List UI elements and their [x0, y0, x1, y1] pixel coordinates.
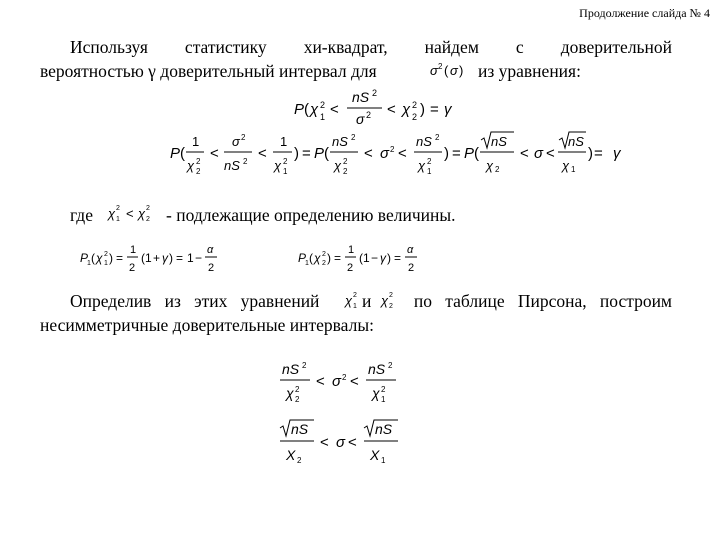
svg-text:2: 2 [283, 157, 288, 166]
svg-text:2: 2 [389, 303, 393, 310]
svg-text:2: 2 [295, 395, 300, 404]
formula-std-interval [276, 416, 406, 468]
svg-text:2: 2 [438, 62, 443, 71]
paragraph-3-line-1-a: Определив из этих уравнений [70, 291, 320, 311]
svg-text:2: 2 [343, 167, 348, 176]
svg-text:2: 2 [388, 361, 393, 370]
svg-text:=: = [394, 251, 402, 265]
svg-text:2: 2 [196, 167, 201, 176]
svg-text:(1: (1 [141, 251, 152, 265]
svg-text:χ: χ [286, 385, 294, 401]
svg-text:nS: nS [368, 361, 386, 377]
svg-text:P: P [464, 145, 475, 162]
svg-text:2: 2 [495, 165, 500, 174]
svg-text:<: < [546, 145, 555, 162]
svg-text:<: < [520, 145, 529, 162]
paragraph-1-line-1 [70, 36, 672, 58]
svg-text:nS: nS [491, 134, 507, 149]
svg-text:P: P [294, 101, 305, 118]
svg-text:2: 2 [104, 251, 108, 258]
svg-text:2: 2 [412, 112, 418, 122]
paragraph-1-line-2-b: из уравнения: [478, 61, 581, 81]
svg-text:−: − [195, 251, 203, 265]
svg-text:σ: σ [380, 145, 390, 162]
inline-formula-chi2-squared [379, 288, 399, 312]
svg-text:(: ( [474, 145, 479, 162]
svg-text:1: 1 [348, 244, 355, 256]
svg-text:χ: χ [138, 206, 146, 221]
svg-text:(: ( [324, 145, 329, 162]
svg-text:P: P [298, 251, 307, 265]
svg-text:): ) [588, 145, 593, 162]
svg-text:σ: σ [534, 145, 544, 162]
svg-text:2: 2 [196, 157, 201, 166]
svg-text:): ) [444, 145, 449, 162]
paragraph-2-lead: где [70, 205, 93, 225]
svg-text:2: 2 [146, 216, 150, 223]
svg-text:=: = [116, 251, 124, 265]
svg-text:2: 2 [390, 145, 395, 154]
svg-text:χ: χ [310, 101, 319, 118]
svg-text:γ: γ [380, 251, 386, 265]
svg-text:1: 1 [320, 112, 326, 122]
svg-text:χ: χ [402, 101, 411, 118]
formula-equivalent-probabilities-gamma [612, 128, 626, 178]
svg-text:χ: χ [96, 251, 103, 265]
svg-text:<: < [387, 101, 396, 118]
paragraph-1-line-2-a: вероятностью γ доверительный интервал для [40, 61, 377, 81]
svg-text:P: P [314, 145, 325, 162]
svg-text:<: < [320, 434, 329, 451]
svg-text:<: < [398, 145, 407, 162]
svg-text:σ: σ [450, 63, 458, 78]
svg-text:): ) [387, 251, 391, 265]
svg-text:χ: χ [274, 158, 282, 173]
svg-text:(: ( [309, 251, 313, 265]
svg-text:<: < [348, 434, 357, 451]
svg-text:nS: nS [416, 134, 432, 149]
svg-text:<: < [330, 101, 339, 118]
svg-text:(: ( [444, 63, 449, 78]
formula-p-chi1 [78, 240, 248, 280]
svg-text:nS: nS [291, 421, 309, 437]
svg-text:2: 2 [342, 373, 347, 382]
svg-text:1: 1 [87, 260, 91, 267]
svg-text:1: 1 [305, 260, 309, 267]
svg-text:=: = [302, 145, 311, 162]
svg-text:nS: nS [224, 158, 240, 173]
svg-text:2: 2 [372, 88, 378, 98]
inline-formula-sigma-squared-of-sigma [428, 60, 474, 82]
svg-text:χ: χ [334, 158, 342, 173]
svg-text:<: < [210, 145, 219, 162]
svg-text:(: ( [304, 101, 309, 118]
svg-text:1: 1 [280, 134, 288, 149]
svg-text:X: X [286, 447, 296, 463]
svg-text:γ: γ [444, 101, 452, 118]
svg-text:χ: χ [314, 251, 321, 265]
formula-p-chi2 [296, 240, 436, 280]
formula-probability-chi-square [290, 86, 460, 132]
svg-text:χ: χ [562, 158, 570, 173]
svg-text:2: 2 [381, 385, 386, 394]
svg-text:1: 1 [116, 216, 120, 223]
svg-text:=: = [430, 101, 439, 118]
svg-text:+: + [153, 251, 161, 265]
svg-text:1: 1 [381, 395, 386, 404]
svg-text:nS: nS [352, 89, 370, 105]
paragraph-3-line-1 [70, 290, 672, 312]
svg-text:χ: χ [418, 158, 426, 173]
inline-formula-chi1-squared [343, 288, 363, 312]
paragraph-2-tail: - подлежащие определению величины. [166, 205, 456, 225]
svg-text:1: 1 [571, 165, 576, 174]
svg-text:−: − [371, 251, 379, 265]
svg-text:2: 2 [243, 157, 248, 166]
svg-text:1: 1 [381, 456, 386, 465]
inline-formula-chi1-less-chi2 [106, 200, 168, 226]
svg-text:2: 2 [353, 292, 357, 299]
svg-text:P: P [80, 251, 89, 265]
svg-text:nS: nS [282, 361, 300, 377]
paragraph-1-line-1-b: найдем с доверительной [424, 37, 673, 57]
svg-text:nS: nS [375, 421, 393, 437]
svg-text:2: 2 [146, 205, 150, 212]
svg-text:2: 2 [116, 205, 120, 212]
svg-text:σ: σ [332, 373, 342, 390]
svg-text:<: < [350, 373, 359, 390]
svg-text:2: 2 [427, 157, 432, 166]
svg-text:2: 2 [320, 100, 326, 110]
svg-text:2: 2 [295, 385, 300, 394]
svg-text:2: 2 [347, 262, 354, 274]
svg-text:nS: nS [568, 134, 584, 149]
svg-text:=: = [452, 145, 461, 162]
svg-text:χ: χ [372, 385, 380, 401]
svg-text:<: < [126, 206, 134, 221]
formula-equivalent-probabilities [168, 128, 588, 178]
svg-text:): ) [109, 251, 113, 265]
svg-text:2: 2 [366, 110, 372, 120]
svg-text:σ: σ [232, 134, 240, 149]
paragraph-3-line-1-c: по таблице Пирсона, построим [413, 291, 673, 311]
slide-continuation-note: Продолжение слайда № 4 [579, 6, 710, 20]
svg-text:(: ( [180, 145, 185, 162]
svg-text:2: 2 [389, 292, 393, 299]
svg-text:1: 1 [130, 244, 137, 256]
svg-text:γ: γ [162, 251, 168, 265]
svg-text:<: < [316, 373, 325, 390]
svg-text:(1: (1 [359, 251, 370, 265]
svg-text:1: 1 [427, 167, 432, 176]
svg-text:<: < [258, 145, 267, 162]
svg-text:): ) [459, 63, 464, 78]
svg-text:2: 2 [322, 260, 326, 267]
svg-text:1: 1 [283, 167, 288, 176]
svg-text:1: 1 [353, 303, 357, 310]
svg-text:α: α [207, 244, 214, 256]
svg-text:χ: χ [486, 158, 494, 173]
svg-text:2: 2 [351, 133, 356, 142]
formula-equivalent-probabilities-tail [588, 128, 612, 178]
formula-variance-interval [276, 356, 406, 406]
svg-text:X: X [370, 447, 380, 463]
svg-text:2: 2 [435, 133, 440, 142]
paragraph-1-line-1-a: Используя статистику хи-квадрат, [70, 37, 388, 57]
svg-text:γ: γ [613, 145, 621, 162]
svg-text:σ: σ [356, 111, 365, 127]
svg-text:σ: σ [336, 434, 346, 451]
svg-text:2: 2 [297, 456, 302, 465]
svg-text:=: = [334, 251, 342, 265]
svg-text:2: 2 [129, 262, 136, 274]
svg-text:2: 2 [302, 361, 307, 370]
svg-text:2: 2 [322, 251, 326, 258]
svg-text:χ: χ [187, 158, 195, 173]
svg-text:1: 1 [187, 251, 194, 265]
svg-text:): ) [327, 251, 331, 265]
svg-text:χ: χ [345, 293, 353, 308]
svg-text:2: 2 [208, 262, 215, 274]
svg-text:): ) [420, 101, 425, 118]
svg-text:1: 1 [192, 134, 200, 149]
svg-text:χ: χ [108, 206, 116, 221]
svg-text:(: ( [91, 251, 95, 265]
svg-text:σ: σ [430, 63, 438, 78]
svg-text:): ) [294, 145, 299, 162]
svg-text:2: 2 [241, 133, 246, 142]
paragraph-3-line-2: несимметричные доверительные интервалы: [40, 315, 374, 335]
svg-text:2: 2 [412, 100, 418, 110]
svg-text:=: = [176, 251, 184, 265]
svg-text:<: < [364, 145, 373, 162]
paragraph-3-line-1-b: и [361, 291, 372, 311]
svg-text:=: = [594, 145, 603, 162]
svg-text:P: P [170, 145, 181, 162]
svg-text:2: 2 [343, 157, 348, 166]
svg-text:2: 2 [408, 262, 415, 274]
svg-text:): ) [169, 251, 173, 265]
svg-text:χ: χ [381, 293, 389, 308]
svg-text:nS: nS [332, 134, 348, 149]
svg-text:α: α [407, 244, 414, 256]
svg-text:1: 1 [104, 260, 108, 267]
